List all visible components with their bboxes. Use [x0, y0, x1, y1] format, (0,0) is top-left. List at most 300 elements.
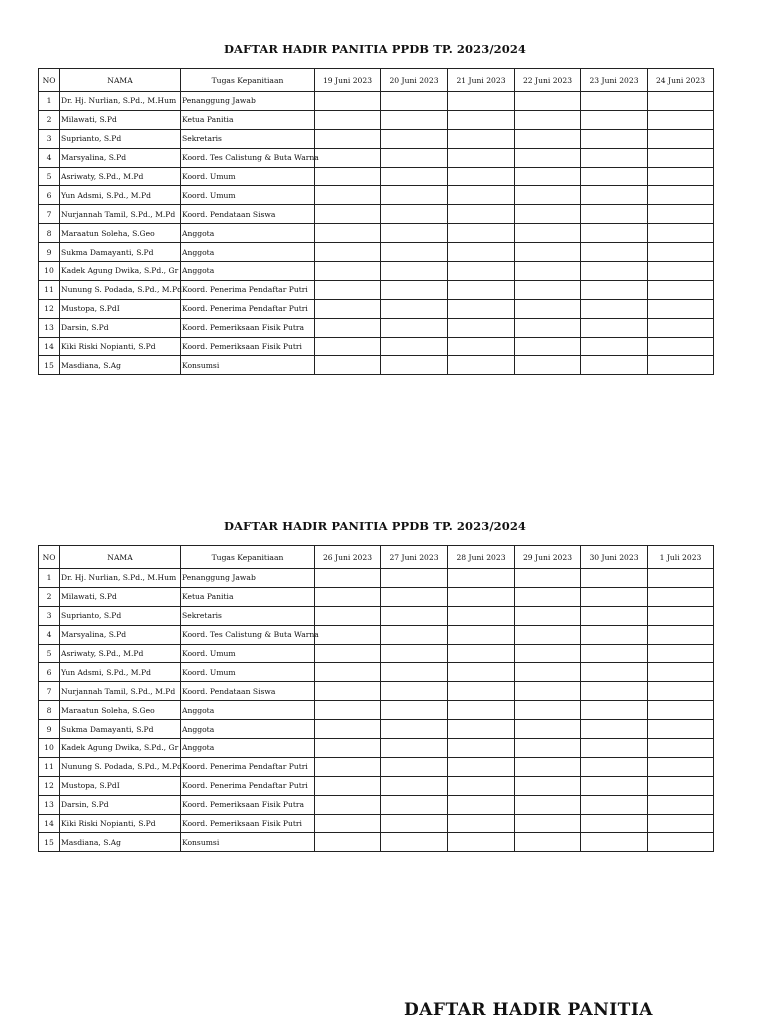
table-row — [39, 625, 714, 644]
signature-cell[interactable] — [381, 833, 448, 852]
table-row — [39, 337, 714, 356]
member-task: Koord. Penerima Pendaftar Putri — [181, 299, 315, 318]
signature-cell[interactable] — [315, 110, 381, 129]
signature-cell[interactable] — [381, 606, 448, 625]
attendance-title-2: DAFTAR HADIR PANITIA PPDB TP. 2023/2024 — [223, 519, 527, 533]
signature-cell[interactable] — [515, 110, 581, 129]
signature-cell[interactable] — [381, 795, 448, 814]
signature-cell[interactable] — [315, 663, 381, 682]
signature-cell[interactable] — [448, 318, 515, 337]
signature-cell[interactable] — [315, 569, 381, 588]
signature-cell[interactable] — [581, 644, 648, 663]
row-number: 11 — [39, 757, 60, 776]
table-row — [39, 587, 714, 606]
member-task: Sekretaris — [181, 129, 315, 148]
signature-cell[interactable] — [315, 739, 381, 758]
table-row — [39, 129, 714, 148]
signature-cell[interactable] — [515, 129, 581, 148]
signature-cell[interactable] — [381, 701, 448, 720]
signature-cell[interactable] — [515, 205, 581, 224]
signature-cell[interactable] — [315, 148, 381, 167]
signature-cell[interactable] — [315, 682, 381, 701]
member-name: Dr. Hj. Nurlian, S.Pd., M.Hum — [60, 569, 181, 588]
signature-cell[interactable] — [315, 701, 381, 720]
signature-cell[interactable] — [581, 318, 648, 337]
signature-cell[interactable] — [581, 110, 648, 129]
signature-cell[interactable] — [448, 739, 515, 758]
member-name: Sukma Damayanti, S.Pd — [60, 243, 181, 262]
signature-cell[interactable] — [648, 833, 714, 852]
signature-cell[interactable] — [581, 682, 648, 701]
row-number: 3 — [39, 129, 60, 148]
signature-cell[interactable] — [448, 682, 515, 701]
member-task: Koord. Tes Calistung & Buta Warna — [181, 148, 315, 167]
signature-cell[interactable] — [581, 205, 648, 224]
signature-cell[interactable] — [581, 167, 648, 186]
signature-cell[interactable] — [448, 644, 515, 663]
signature-cell[interactable] — [648, 701, 714, 720]
row-number: 7 — [39, 205, 60, 224]
header-date: 30 Juni 2023 — [581, 546, 648, 569]
member-task: Koord. Umum — [181, 663, 315, 682]
signature-cell[interactable] — [648, 682, 714, 701]
signature-cell[interactable] — [315, 356, 381, 375]
signature-cell[interactable] — [515, 337, 581, 356]
member-name: Nurjannah Tamil, S.Pd., M.Pd — [60, 682, 181, 701]
signature-cell[interactable] — [315, 299, 381, 318]
signature-cell[interactable] — [315, 186, 381, 205]
signature-cell[interactable] — [315, 243, 381, 262]
signature-cell[interactable] — [381, 148, 448, 167]
signature-cell[interactable] — [381, 186, 448, 205]
signature-cell[interactable] — [648, 129, 714, 148]
signature-cell[interactable] — [515, 701, 581, 720]
signature-cell[interactable] — [381, 167, 448, 186]
signature-cell[interactable] — [648, 569, 714, 588]
signature-cell[interactable] — [515, 148, 581, 167]
signature-cell[interactable] — [515, 833, 581, 852]
signature-cell[interactable] — [448, 720, 515, 739]
row-number: 12 — [39, 299, 60, 318]
signature-cell[interactable] — [448, 224, 515, 243]
row-number: 1 — [39, 569, 60, 588]
signature-cell[interactable] — [581, 625, 648, 644]
signature-cell[interactable] — [448, 606, 515, 625]
signature-cell[interactable] — [581, 720, 648, 739]
signature-cell[interactable] — [648, 110, 714, 129]
signature-cell[interactable] — [581, 224, 648, 243]
table-row — [39, 814, 714, 833]
member-name: Masdiana, S.Ag — [60, 356, 181, 375]
signature-cell[interactable] — [515, 167, 581, 186]
signature-cell[interactable] — [381, 682, 448, 701]
member-name: Milawati, S.Pd — [60, 110, 181, 129]
member-name: Mustopa, S.PdI — [60, 299, 181, 318]
member-task: Koord. Umum — [181, 167, 315, 186]
signature-cell[interactable] — [515, 757, 581, 776]
table-row — [39, 186, 714, 205]
row-number: 10 — [39, 739, 60, 758]
header-task: Tugas Kepanitiaan — [181, 546, 315, 569]
signature-cell[interactable] — [581, 148, 648, 167]
signature-cell[interactable] — [581, 587, 648, 606]
signature-cell[interactable] — [515, 606, 581, 625]
signature-cell[interactable] — [448, 299, 515, 318]
row-number: 12 — [39, 776, 60, 795]
signature-cell[interactable] — [515, 280, 581, 299]
member-name: Marsyalina, S.Pd — [60, 625, 181, 644]
member-task: Ketua Panitia — [181, 110, 315, 129]
signature-cell[interactable] — [515, 92, 581, 111]
table-row — [39, 833, 714, 852]
signature-cell[interactable] — [381, 814, 448, 833]
signature-cell[interactable] — [515, 663, 581, 682]
table-row — [39, 299, 714, 318]
signature-cell[interactable] — [315, 262, 381, 281]
table-row — [39, 280, 714, 299]
member-name: Nunung S. Podada, S.Pd., M.Pd — [60, 280, 181, 299]
member-name: Dr. Hj. Nurlian, S.Pd., M.Hum — [60, 92, 181, 111]
member-name: Suprianto, S.Pd — [60, 129, 181, 148]
signature-cell[interactable] — [515, 739, 581, 758]
member-task: Anggota — [181, 739, 315, 758]
header-task: Tugas Kepanitiaan — [181, 69, 315, 92]
row-number: 14 — [39, 337, 60, 356]
member-task: Penanggung Jawab — [181, 569, 315, 588]
signature-cell[interactable] — [448, 92, 515, 111]
signature-cell[interactable] — [381, 299, 448, 318]
member-name: Masdiana, S.Ag — [60, 833, 181, 852]
member-name: Darsin, S.Pd — [60, 795, 181, 814]
signature-cell[interactable] — [515, 587, 581, 606]
signature-cell[interactable] — [381, 337, 448, 356]
member-task: Koord. Pemeriksaan Fisik Putra — [181, 318, 315, 337]
table-row — [39, 701, 714, 720]
signature-cell[interactable] — [381, 262, 448, 281]
signature-cell[interactable] — [648, 644, 714, 663]
signature-cell[interactable] — [581, 299, 648, 318]
member-task: Koord. Pemeriksaan Fisik Putri — [181, 337, 315, 356]
signature-cell[interactable] — [381, 569, 448, 588]
signature-cell[interactable] — [581, 280, 648, 299]
signature-cell[interactable] — [315, 625, 381, 644]
table-row — [39, 92, 714, 111]
signature-cell[interactable] — [315, 92, 381, 111]
header-no: NO — [39, 69, 60, 92]
signature-cell[interactable] — [648, 337, 714, 356]
signature-cell[interactable] — [648, 814, 714, 833]
signature-cell[interactable] — [315, 280, 381, 299]
table-row — [39, 110, 714, 129]
signature-cell[interactable] — [381, 205, 448, 224]
signature-cell[interactable] — [515, 318, 581, 337]
member-name: Milawati, S.Pd — [60, 587, 181, 606]
signature-cell[interactable] — [448, 129, 515, 148]
signature-cell[interactable] — [448, 205, 515, 224]
signature-cell[interactable] — [448, 243, 515, 262]
signature-cell[interactable] — [315, 644, 381, 663]
table-row — [39, 606, 714, 625]
table-row — [39, 795, 714, 814]
signature-cell[interactable] — [648, 186, 714, 205]
signature-cell[interactable] — [381, 280, 448, 299]
table-row — [39, 148, 714, 167]
row-number: 8 — [39, 224, 60, 243]
table-row — [39, 262, 714, 281]
signature-cell[interactable] — [581, 569, 648, 588]
table-row — [39, 205, 714, 224]
signature-cell[interactable] — [515, 644, 581, 663]
signature-cell[interactable] — [315, 205, 381, 224]
signature-cell[interactable] — [515, 243, 581, 262]
signature-cell[interactable] — [648, 148, 714, 167]
member-name: Kiki Riski Nopianti, S.Pd — [60, 337, 181, 356]
member-task: Anggota — [181, 262, 315, 281]
signature-cell[interactable] — [515, 776, 581, 795]
signature-cell[interactable] — [381, 720, 448, 739]
signature-cell[interactable] — [315, 606, 381, 625]
signature-cell[interactable] — [448, 186, 515, 205]
signature-cell[interactable] — [315, 795, 381, 814]
signature-cell[interactable] — [448, 663, 515, 682]
header-date: 1 Juli 2023 — [648, 546, 714, 569]
signature-cell[interactable] — [648, 356, 714, 375]
table-row — [39, 356, 714, 375]
member-name: Mustopa, S.PdI — [60, 776, 181, 795]
signature-cell[interactable] — [381, 625, 448, 644]
table-row — [39, 167, 714, 186]
signature-cell[interactable] — [315, 814, 381, 833]
attendance-table-2 — [38, 545, 714, 852]
header-date: 24 Juni 2023 — [648, 69, 714, 92]
signature-cell[interactable] — [515, 186, 581, 205]
signature-cell[interactable] — [448, 701, 515, 720]
header-no: NO — [39, 546, 60, 569]
member-task: Ketua Panitia — [181, 587, 315, 606]
signature-cell[interactable] — [648, 167, 714, 186]
signature-cell[interactable] — [381, 356, 448, 375]
signature-cell[interactable] — [648, 299, 714, 318]
row-number: 4 — [39, 625, 60, 644]
table-row — [39, 757, 714, 776]
signature-cell[interactable] — [581, 356, 648, 375]
signature-cell[interactable] — [648, 776, 714, 795]
attendance-table-1 — [38, 68, 714, 375]
member-name: Darsin, S.Pd — [60, 318, 181, 337]
signature-cell[interactable] — [581, 186, 648, 205]
signature-cell[interactable] — [648, 243, 714, 262]
signature-cell[interactable] — [648, 720, 714, 739]
signature-cell[interactable] — [515, 262, 581, 281]
signature-cell[interactable] — [315, 776, 381, 795]
header-date: 29 Juni 2023 — [515, 546, 581, 569]
header-name: NAMA — [60, 546, 181, 569]
signature-cell[interactable] — [581, 129, 648, 148]
member-task: Koord. Tes Calistung & Buta Warna — [181, 625, 315, 644]
header-date: 22 Juni 2023 — [515, 69, 581, 92]
signature-cell[interactable] — [448, 110, 515, 129]
signature-cell[interactable] — [448, 587, 515, 606]
row-number: 14 — [39, 814, 60, 833]
signature-cell[interactable] — [648, 757, 714, 776]
signature-cell[interactable] — [648, 280, 714, 299]
signature-cell[interactable] — [581, 262, 648, 281]
attendance-title-1: DAFTAR HADIR PANITIA PPDB TP. 2023/2024 — [223, 42, 527, 56]
row-number: 9 — [39, 720, 60, 739]
signature-cell[interactable] — [648, 606, 714, 625]
member-task: Koord. Penerima Pendaftar Putri — [181, 280, 315, 299]
signature-cell[interactable] — [381, 757, 448, 776]
signature-cell[interactable] — [448, 356, 515, 375]
table-row — [39, 739, 714, 758]
signature-cell[interactable] — [381, 644, 448, 663]
signature-cell[interactable] — [448, 814, 515, 833]
signature-cell[interactable] — [448, 148, 515, 167]
signature-cell[interactable] — [448, 337, 515, 356]
member-name: Kiki Riski Nopianti, S.Pd — [60, 814, 181, 833]
row-number: 6 — [39, 663, 60, 682]
member-task: Penanggung Jawab — [181, 92, 315, 111]
table-header-row — [39, 546, 714, 569]
signature-cell[interactable] — [581, 243, 648, 262]
signature-cell[interactable] — [381, 92, 448, 111]
member-task: Koord. Pemeriksaan Fisik Putra — [181, 795, 315, 814]
member-name: Marsyalina, S.Pd — [60, 148, 181, 167]
header-date: 21 Juni 2023 — [448, 69, 515, 92]
signature-cell[interactable] — [448, 776, 515, 795]
row-number: 1 — [39, 92, 60, 111]
table-row — [39, 224, 714, 243]
signature-cell[interactable] — [648, 92, 714, 111]
signature-cell[interactable] — [315, 587, 381, 606]
header-name: NAMA — [60, 69, 181, 92]
signature-cell[interactable] — [648, 224, 714, 243]
member-name: Suprianto, S.Pd — [60, 606, 181, 625]
signature-cell[interactable] — [648, 663, 714, 682]
signature-cell[interactable] — [315, 337, 381, 356]
signature-cell[interactable] — [581, 795, 648, 814]
row-number: 5 — [39, 167, 60, 186]
signature-cell[interactable] — [648, 205, 714, 224]
row-number: 15 — [39, 833, 60, 852]
row-number: 2 — [39, 110, 60, 129]
member-name: Nurjannah Tamil, S.Pd., M.Pd — [60, 205, 181, 224]
signature-cell[interactable] — [448, 833, 515, 852]
signature-cell[interactable] — [381, 129, 448, 148]
member-task: Konsumsi — [181, 833, 315, 852]
signature-cell[interactable] — [581, 814, 648, 833]
table-row — [39, 720, 714, 739]
signature-cell[interactable] — [648, 318, 714, 337]
signature-cell[interactable] — [581, 92, 648, 111]
signature-cell[interactable] — [448, 280, 515, 299]
signature-cell[interactable] — [581, 739, 648, 758]
signature-cell[interactable] — [381, 243, 448, 262]
signature-cell[interactable] — [648, 625, 714, 644]
row-number: 8 — [39, 701, 60, 720]
member-name: Asriwaty, S.Pd., M.Pd — [60, 644, 181, 663]
signature-cell[interactable] — [315, 833, 381, 852]
table-row — [39, 318, 714, 337]
signature-cell[interactable] — [381, 110, 448, 129]
signature-cell[interactable] — [315, 720, 381, 739]
row-number: 13 — [39, 318, 60, 337]
signature-cell[interactable] — [448, 262, 515, 281]
table-row — [39, 569, 714, 588]
member-task: Koord. Umum — [181, 644, 315, 663]
signature-cell[interactable] — [648, 795, 714, 814]
member-task: Koord. Penerima Pendaftar Putri — [181, 757, 315, 776]
signature-cell[interactable] — [581, 833, 648, 852]
signature-cell[interactable] — [515, 224, 581, 243]
table-body — [39, 92, 714, 375]
signature-cell[interactable] — [381, 224, 448, 243]
signature-cell[interactable] — [315, 318, 381, 337]
signature-cell[interactable] — [581, 337, 648, 356]
signature-cell[interactable] — [648, 587, 714, 606]
member-task: Sekretaris — [181, 606, 315, 625]
signature-cell[interactable] — [581, 776, 648, 795]
signature-cell[interactable] — [448, 625, 515, 644]
signature-cell[interactable] — [315, 167, 381, 186]
row-number: 5 — [39, 644, 60, 663]
row-number: 11 — [39, 280, 60, 299]
row-number: 6 — [39, 186, 60, 205]
row-number: 4 — [39, 148, 60, 167]
signature-cell[interactable] — [581, 701, 648, 720]
signature-cell[interactable] — [515, 720, 581, 739]
member-name: Maraatun Soleha, S.Geo — [60, 224, 181, 243]
row-number: 3 — [39, 606, 60, 625]
signature-cell[interactable] — [515, 299, 581, 318]
signature-cell[interactable] — [381, 587, 448, 606]
signature-cell[interactable] — [581, 663, 648, 682]
signature-cell[interactable] — [315, 129, 381, 148]
signature-cell[interactable] — [648, 262, 714, 281]
table-row — [39, 682, 714, 701]
signature-cell[interactable] — [648, 739, 714, 758]
signature-cell[interactable] — [448, 757, 515, 776]
signature-cell[interactable] — [448, 569, 515, 588]
signature-cell[interactable] — [515, 625, 581, 644]
signature-cell[interactable] — [515, 814, 581, 833]
signature-cell[interactable] — [515, 682, 581, 701]
signature-cell[interactable] — [315, 224, 381, 243]
next-page-title: DAFTAR HADIR PANITIA — [404, 1000, 653, 1020]
signature-cell[interactable] — [381, 776, 448, 795]
member-task: Koord. Pendataan Siswa — [181, 205, 315, 224]
signature-cell[interactable] — [581, 606, 648, 625]
signature-cell[interactable] — [448, 795, 515, 814]
header-date: 27 Juni 2023 — [381, 546, 448, 569]
row-number: 15 — [39, 356, 60, 375]
signature-cell[interactable] — [381, 318, 448, 337]
signature-cell[interactable] — [515, 795, 581, 814]
signature-cell[interactable] — [581, 757, 648, 776]
signature-cell[interactable] — [315, 757, 381, 776]
table-row — [39, 776, 714, 795]
signature-cell[interactable] — [515, 569, 581, 588]
header-date: 19 Juni 2023 — [315, 69, 381, 92]
signature-cell[interactable] — [381, 739, 448, 758]
member-name: Nunung S. Podada, S.Pd., M.Pd — [60, 757, 181, 776]
signature-cell[interactable] — [381, 663, 448, 682]
member-task: Anggota — [181, 720, 315, 739]
member-task: Koord. Penerima Pendaftar Putri — [181, 776, 315, 795]
signature-cell[interactable] — [515, 356, 581, 375]
signature-cell[interactable] — [448, 167, 515, 186]
member-task: Anggota — [181, 224, 315, 243]
